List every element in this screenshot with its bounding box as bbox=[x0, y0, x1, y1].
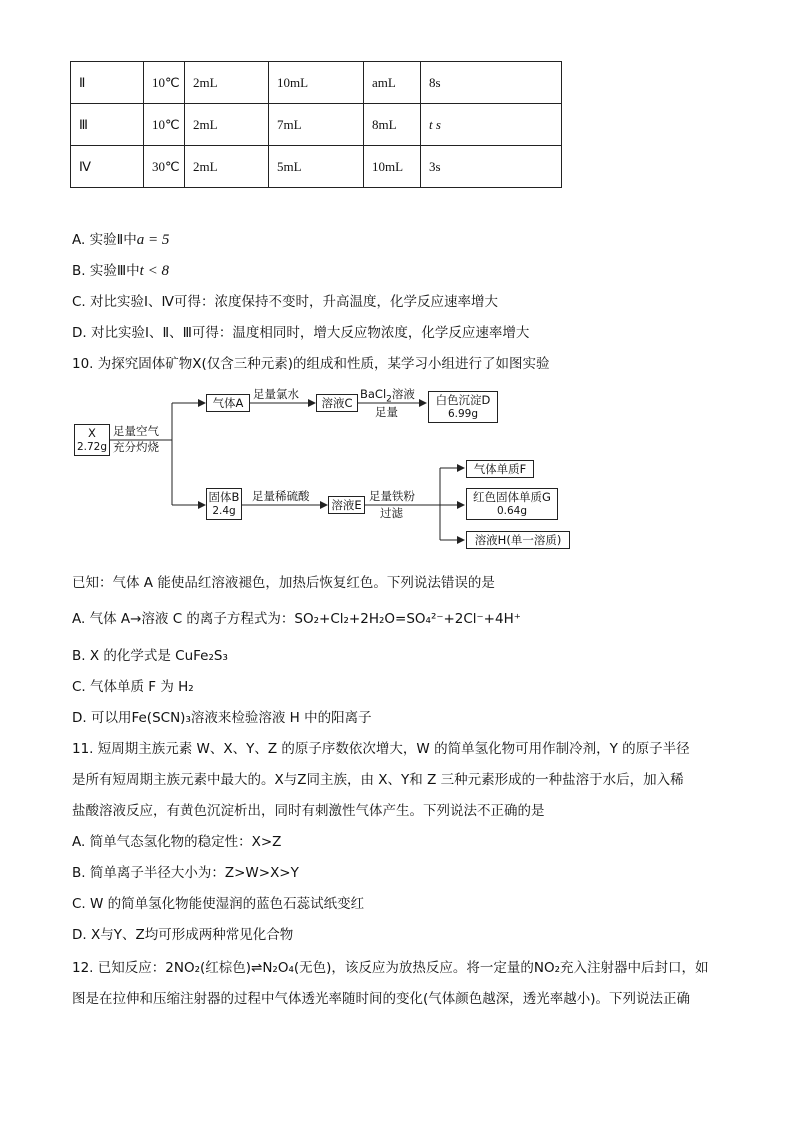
q11-stem-line-2: 是所有短周期主族元素中最大的。X与Z同主族，由 X、Y和 Z 三种元素形成的一种盐溶于水后，加入稀 bbox=[72, 772, 684, 788]
sulfuric-acid-label: 足量稀硫酸 bbox=[252, 489, 310, 503]
x-mass: 2.72g bbox=[76, 441, 108, 453]
x-name: X bbox=[88, 426, 96, 440]
excess-label: 足量 bbox=[375, 405, 398, 419]
q11-option-a: A. 简单气态氢化物的稳定性：X>Z bbox=[72, 834, 282, 850]
q12-stem-line-2: 图是在拉伸和压缩注射器的过程中气体透光率随时间的变化(气体颜色越深，透光率越小)。下列说法正确 bbox=[72, 991, 691, 1007]
solid-g-name: 红色固体单质G bbox=[473, 490, 551, 504]
burn-label: 充分灼烧 bbox=[113, 440, 159, 454]
math-expression: a = 5 bbox=[136, 232, 170, 248]
q10-stem: 10. 为探究固体矿物X(仅含三种元素)的组成和性质，某学习小组进行了如图实验 bbox=[72, 356, 550, 372]
table-cell: 8mL bbox=[364, 104, 421, 146]
table-cell: 3s bbox=[421, 146, 562, 188]
chlorine-label: 足量氯水 bbox=[253, 387, 299, 401]
table-cell: 2mL bbox=[185, 104, 269, 146]
solid-g-mass: 0.64g bbox=[496, 505, 528, 517]
gas-f-box: 气体单质F bbox=[466, 460, 534, 478]
precipitate-name: 白色沉淀D bbox=[435, 393, 491, 407]
q9-option-d: D. 对比实验Ⅰ、Ⅱ、Ⅲ可得：温度相同时，增大反应物浓度，化学反应速率增大 bbox=[72, 325, 530, 341]
solution-h-box: 溶液H(单一溶质) bbox=[466, 531, 570, 549]
x-mineral-box bbox=[74, 424, 110, 456]
table-cell: 2mL bbox=[185, 146, 269, 188]
table-cell: 10℃ bbox=[144, 62, 185, 104]
math-expression: t < 8 bbox=[139, 263, 169, 279]
bacl2-text: BaCl bbox=[360, 387, 387, 401]
table-cell: t s bbox=[421, 104, 562, 146]
table-cell: 10mL bbox=[269, 62, 364, 104]
bacl2-text: 溶液 bbox=[391, 387, 415, 401]
table-cell: 5mL bbox=[269, 146, 364, 188]
option-text: A. 实验Ⅱ中 bbox=[72, 232, 137, 248]
solution-e-box: 溶液E bbox=[328, 496, 365, 514]
table-cell: Ⅲ bbox=[71, 104, 144, 146]
table-cell: 30℃ bbox=[144, 146, 185, 188]
iron-label: 足量铁粉 bbox=[369, 489, 415, 503]
q11-stem-line-3: 盐酸溶液反应，有黄色沉淀析出，同时有刺激性气体产生。下列说法不正确的是 bbox=[72, 803, 545, 819]
solid-b-box bbox=[206, 488, 242, 520]
q10-option-b: B. X 的化学式是 CuFe₂S₃ bbox=[72, 648, 228, 664]
table-cell: amL bbox=[364, 62, 421, 104]
q12-stem-line-1: 12. 已知反应：2NO₂(红棕色)⇌N₂O₄(无色)，该反应为放热反应。将一定量的NO₂充入注射器中后封口，如 bbox=[72, 960, 709, 976]
bacl2-subscript: 2 bbox=[386, 394, 392, 405]
solution-c-box: 溶液C bbox=[316, 394, 358, 412]
table-cell: Ⅳ bbox=[71, 146, 144, 188]
white-precipitate-box bbox=[428, 391, 498, 423]
solid-g-box bbox=[466, 488, 558, 520]
gas-a-box: 气体A bbox=[206, 394, 250, 412]
table-cell: 10mL bbox=[364, 146, 421, 188]
q10-known: 已知：气体 A 能使品红溶液褪色，加热后恢复红色。下列说法错误的是 bbox=[72, 575, 495, 591]
q11-stem-line-1: 11. 短周期主族元素 W、X、Y、Z 的原子序数依次增大，W 的简单氢化物可用作制冷剂，Y 的原子半径 bbox=[72, 741, 690, 757]
q10-option-a: A. 气体 A→溶液 C 的离子方程式为：SO₂+Cl₂+2H₂O=SO₄²⁻+2Cl⁻+4H⁺ bbox=[72, 611, 521, 627]
option-text: B. 实验Ⅲ中 bbox=[72, 263, 140, 279]
solid-b-name: 固体B bbox=[208, 490, 240, 504]
q11-option-b: B. 简单离子半径大小为：Z>W>X>Y bbox=[72, 865, 299, 881]
q10-option-d: D. 可以用Fe(SCN)₃溶液来检验溶液 H 中的阳离子 bbox=[72, 710, 372, 726]
q11-option-c: C. W 的简单氢化物能使湿润的蓝色石蕊试纸变红 bbox=[72, 896, 365, 912]
solid-b-mass: 2.4g bbox=[212, 505, 236, 517]
table-cell: 7mL bbox=[269, 104, 364, 146]
filter-label: 过滤 bbox=[380, 506, 403, 520]
table-cell: 10℃ bbox=[144, 104, 185, 146]
air-label: 足量空气 bbox=[113, 424, 159, 438]
precipitate-mass: 6.99g bbox=[447, 408, 479, 420]
q10-option-c: C. 气体单质 F 为 H₂ bbox=[72, 679, 194, 695]
q11-option-d: D. X与Y、Z均可形成两种常见化合物 bbox=[72, 927, 294, 943]
table-cell: Ⅱ bbox=[71, 62, 144, 104]
table-cell: 2mL bbox=[185, 62, 269, 104]
q9-option-c: C. 对比实验Ⅰ、Ⅳ可得：浓度保持不变时，升高温度，化学反应速率增大 bbox=[72, 294, 498, 310]
bacl2-label bbox=[360, 387, 415, 406]
table-cell: 8s bbox=[421, 62, 562, 104]
